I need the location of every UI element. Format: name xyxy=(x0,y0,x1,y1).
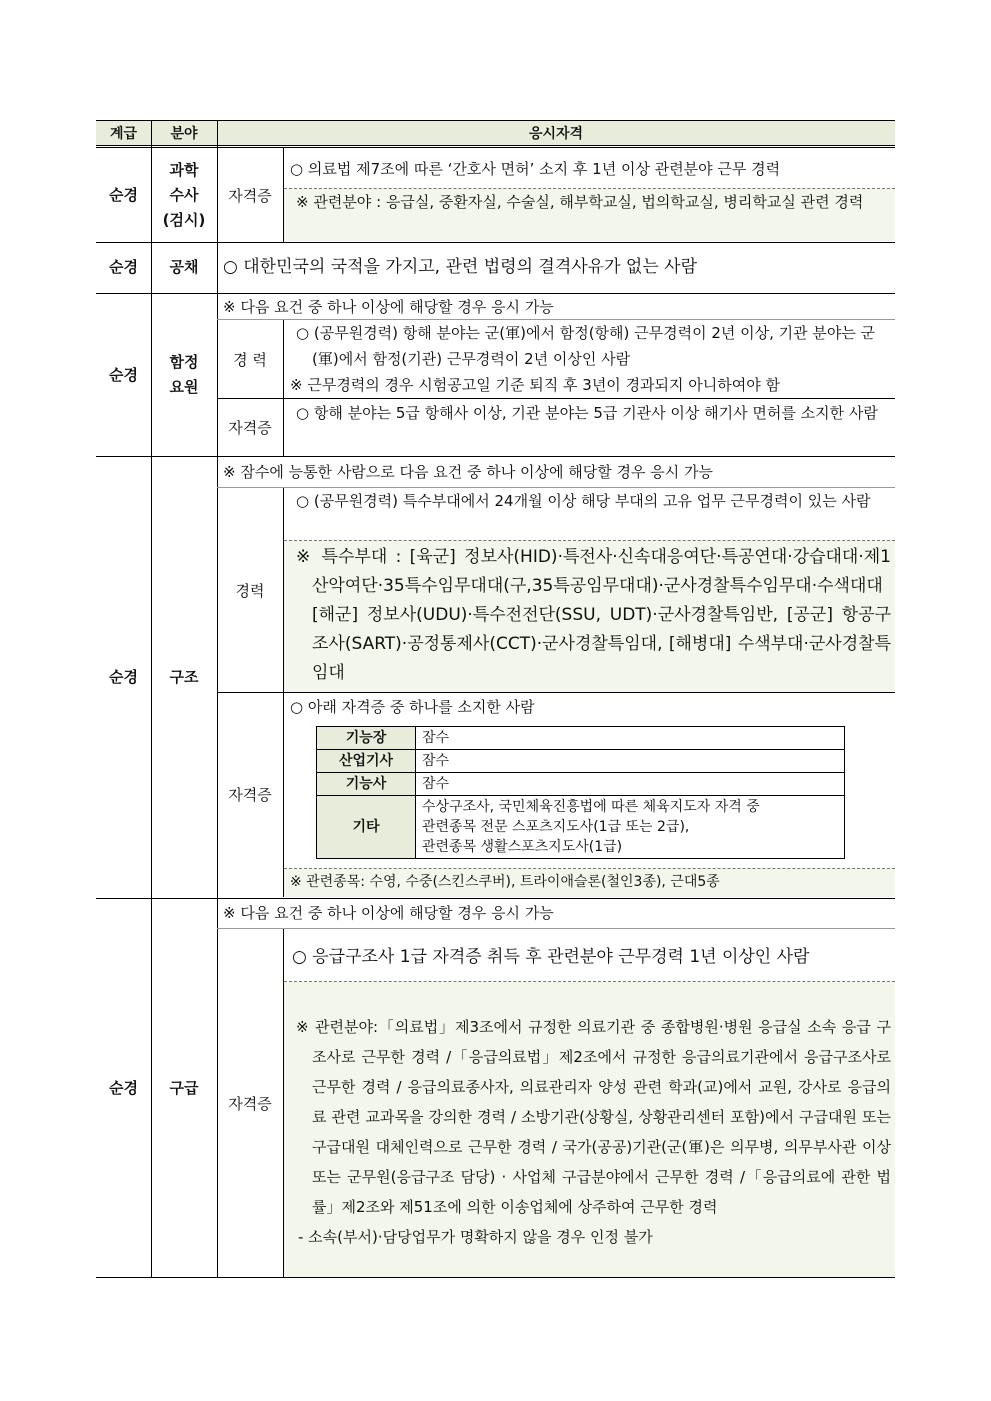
rescue-intro: ※ 잠수에 능통한 사람으로 다음 요건 중 하나 이상에 해당할 경우 응시 가능 xyxy=(223,463,713,481)
forensic-note-text: ※ 관련분야 : 응급실, 중환자실, 수술실, 해부학교실, 법의학교실, 병리학교실 관련 경력 xyxy=(296,193,864,211)
col-divider-label-emergency xyxy=(283,929,284,1277)
cert-type: 기능사 xyxy=(317,773,416,796)
table-row xyxy=(317,796,845,859)
ship-intro: ※ 다음 요건 중 하나 이상에 해당할 경우 응시 가능 xyxy=(223,298,554,316)
rescue-intro-divider xyxy=(217,487,895,488)
header-grade: 계급 xyxy=(109,126,138,142)
ship-grade: 순경 xyxy=(109,365,138,384)
table-row xyxy=(317,773,845,796)
ship-career-label: 경 력 xyxy=(233,350,267,369)
rescue-special-units-text: ※ 특수부대 : [육군] 정보사(HID)·특전사·신속대응여단·특공연대·강습대대·제1산악여단·35특수임무대대(구,35특공임무대대)·군사경찰특수임무대·수색대대[해군] 정보사(UDU)·특수전전단(SSU, UDT)·군사경찰특임반, [공군] 항공구조사(SART)·공정통제사(CCT)·군사경찰특임대, [해병대] 수색부대·군사경찰특임대 xyxy=(296,547,891,683)
rescue-field: 구조 xyxy=(169,667,199,686)
general-field: 공채 xyxy=(169,257,199,276)
rescue-cert-intro: ○ 아래 자격증 중 하나를 소지한 사람 xyxy=(290,698,535,716)
emergency-intro: ※ 다음 요건 중 하나 이상에 해당할 경우 응시 가능 xyxy=(223,904,554,922)
forensic-field: 과학 수사 (검시) xyxy=(162,160,206,229)
ship-cert-text xyxy=(284,400,895,454)
general-grade: 순경 xyxy=(109,257,138,276)
emergency-sub-note: - 소속(부서)·담당업무가 명확하지 않을 경우 인정 불가 xyxy=(298,1228,653,1246)
ship-cert-text-body: ○ 항해 분야는 5급 항해사 이상, 기관 분야는 5급 기관사 이상 해기사 면허를 소지한 사람 xyxy=(296,404,878,422)
cert-value: 잠수 xyxy=(416,773,845,796)
emergency-intro-divider xyxy=(217,928,895,929)
header-field: 분야 xyxy=(170,126,198,142)
emergency-cert-label: 자격증 xyxy=(228,1094,272,1113)
row-border-4 xyxy=(96,898,895,899)
cert-value-other xyxy=(416,796,845,859)
rescue-cert-table xyxy=(316,726,845,859)
ship-cert-label: 자격증 xyxy=(228,418,272,437)
header-qualification: 응시자격 xyxy=(528,126,584,142)
emergency-field: 구급 xyxy=(169,1078,199,1097)
row-border-2 xyxy=(96,293,895,294)
cert-type: 산업기사 xyxy=(317,750,416,773)
rescue-cert-label: 자격증 xyxy=(228,786,272,804)
rescue-grade: 순경 xyxy=(109,667,138,686)
forensic-related-note xyxy=(284,188,895,241)
col-divider-label-forensic xyxy=(283,148,284,242)
rescue-career-label: 경력 xyxy=(235,581,265,600)
ship-career-note: ※ 근무경력의 경우 시험공고일 기준 퇴직 후 3년이 경과되지 아니하여야 함 xyxy=(290,376,781,394)
rescue-career-text-body: ○ (공무원경력) 특수부대에서 24개월 이상 해당 부대의 고유 업무 근무경력이 있는 사람 xyxy=(296,492,871,510)
rescue-career-divider xyxy=(284,540,895,541)
col-divider-label-ship xyxy=(283,320,284,456)
rescue-career-cert-divider xyxy=(217,692,895,693)
table-row xyxy=(317,727,845,750)
rescue-cert-divider xyxy=(284,868,895,869)
ship-field: 함정 요원 xyxy=(169,353,199,396)
row-border-3 xyxy=(96,456,895,457)
forensic-cert-label: 자격증 xyxy=(228,186,272,205)
header-bottom-border xyxy=(96,145,895,148)
cert-value: 잠수 xyxy=(416,750,845,773)
table-bottom-border xyxy=(96,1277,895,1278)
forensic-grade: 순경 xyxy=(109,185,138,204)
forensic-divider xyxy=(284,188,895,189)
table-top-border xyxy=(96,120,895,121)
ship-career-text xyxy=(284,320,895,372)
emergency-grade: 순경 xyxy=(109,1078,138,1097)
table-row xyxy=(317,750,845,773)
cert-type: 기타 xyxy=(317,796,416,859)
cert-other-line3: 관련종목 생활스포츠지도사(1급) xyxy=(422,839,623,855)
ship-intro-divider xyxy=(217,319,895,320)
emergency-related-note xyxy=(284,982,895,1277)
emergency-cert-line: ○ 응급구조사 1급 자격증 취득 후 관련분야 근무경력 1년 이상인 사람 xyxy=(292,947,810,967)
cert-value: 잠수 xyxy=(416,727,845,750)
row-border-1 xyxy=(96,242,895,243)
rescue-career-text xyxy=(284,488,895,540)
rescue-special-units xyxy=(284,540,895,692)
emergency-note-text: ※ 관련분야:「의료법」제3조에서 규정한 의료기관 중 종합병원·병원 응급실 소속 응급 구조사로 근무한 경력 /「응급의료법」제2조에서 규정한 응급의료기관에서 응급구조사로 근무한 경력 / 응급의료종사자, 의료관리자 양성 관련 학과(교)에서 교원, 강사로 응급의료 관련 교과목을 강의한 경력 / 소방기관(상황실, 상황관리센터 포함)에서 구급대원 또는 구급대원 대체인력으로 근무한 경력 / 국가(공공)기관(군(軍)은 의무병, 의무부사관 이상 또는 군무원(응급구조 담당) · 사업체 구급분야에서 근무한 경력 /「응급의료에 관한 법률」제2조와 제51조에 의한 이송업체에 상주하여 근무한 경력 xyxy=(296,1018,891,1216)
ship-career-cert-divider xyxy=(217,398,895,399)
rescue-cert-note: ※ 관련종목: 수영, 수중(스킨스쿠버), 트라이애슬론(철인3종), 근대5종 xyxy=(284,868,895,897)
ship-career-text-body: ○ (공무원경력) 항해 분야는 군(軍)에서 함정(항해) 근무경력이 2년 이상, 기관 분야는 군(軍)에서 함정(기관) 근무경력이 2년 이상인 사람 xyxy=(296,324,876,368)
forensic-license-line: ○ 의료법 제7조에 따른 ‘간호사 면허’ 소지 후 1년 이상 관련분야 근무 경력 xyxy=(290,160,781,178)
cert-other-line1: 수상구조사, 국민체육진흥법에 따른 체육지도자 자격 중 xyxy=(422,799,760,815)
cert-other-line2: 관련종목 전문 스포츠지도사(1급 또는 2급), xyxy=(422,819,690,835)
general-line: ○ 대한민국의 국적을 가지고, 관련 법령의 결격사유가 없는 사람 xyxy=(223,257,698,277)
cert-type: 기능장 xyxy=(317,727,416,750)
qualification-table xyxy=(96,120,895,1278)
